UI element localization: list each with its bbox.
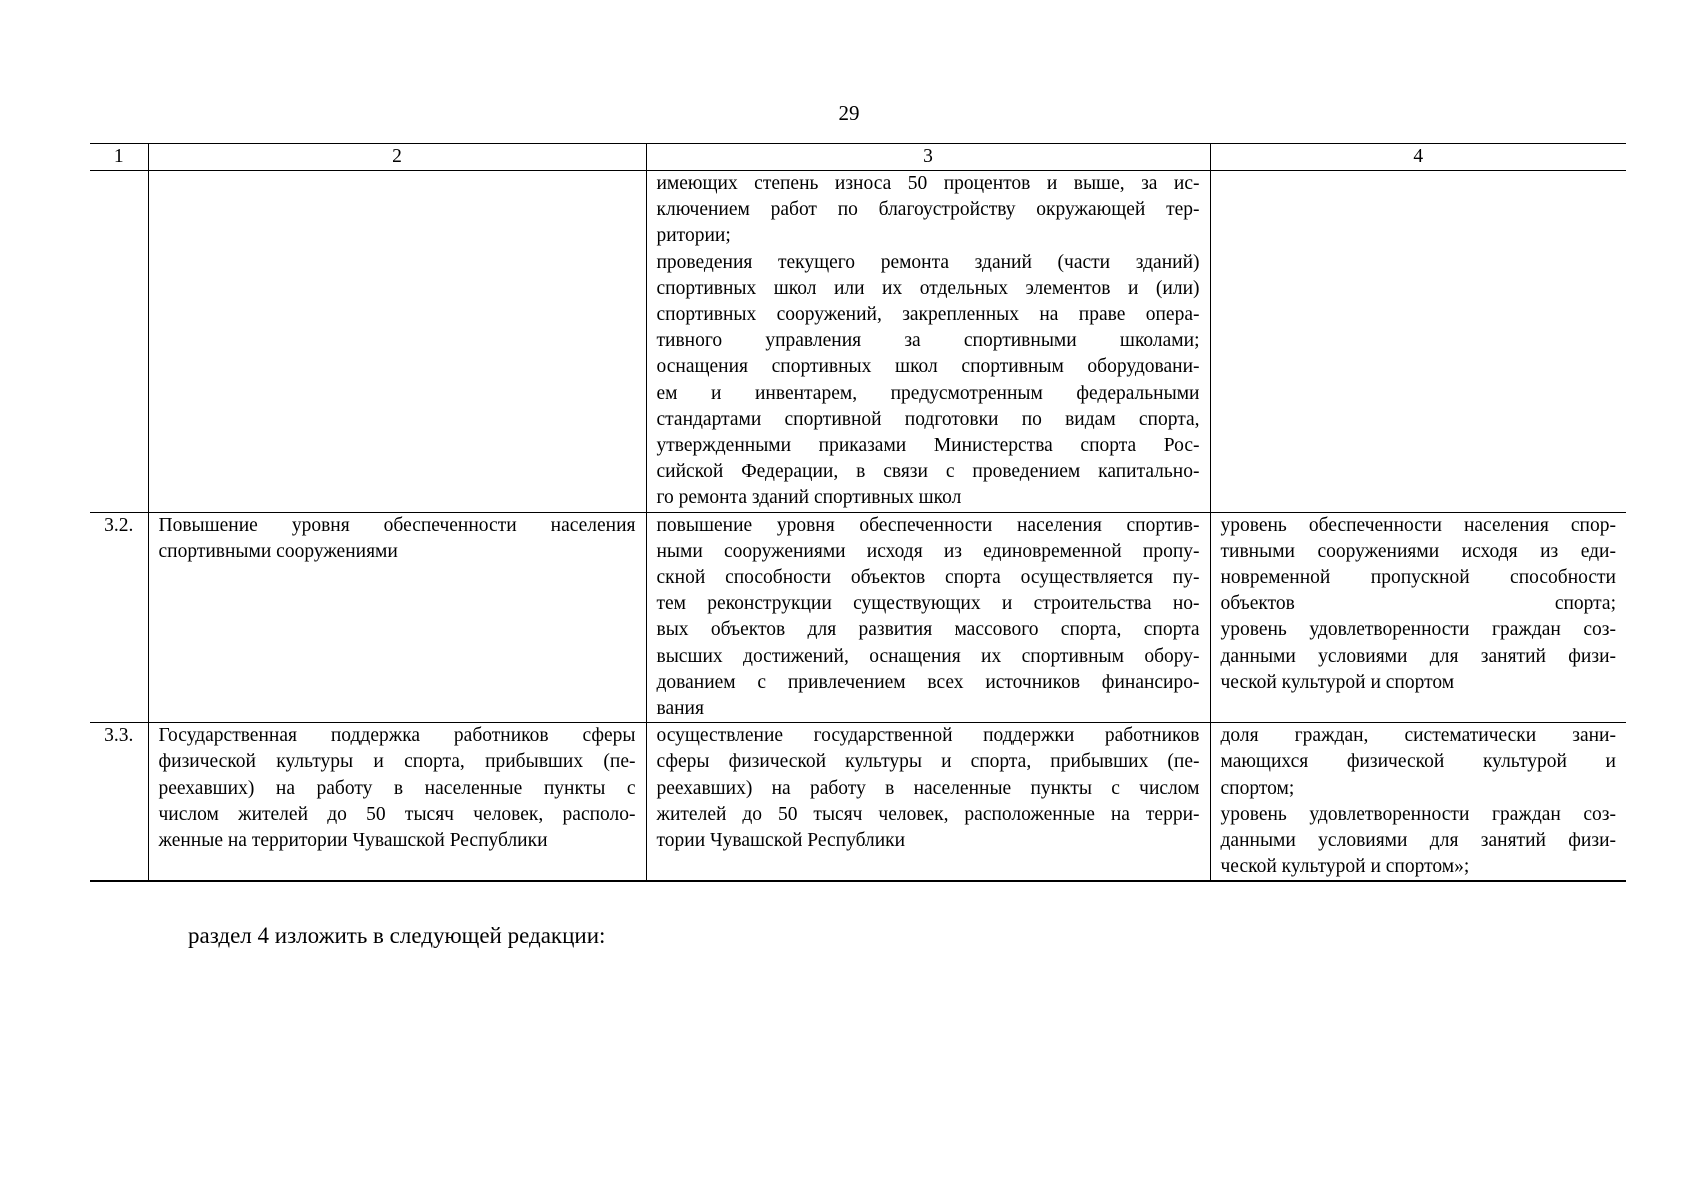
cell-line: спортивными сооружениями (158, 540, 398, 562)
cell-line: имеющих степень износа 50 процентов и выше, за ис- (656, 173, 1200, 194)
cell-line: уровень удовлетворенности граждан соз- (1220, 803, 1616, 825)
cell-line: жителей до 50 тысяч человек, расположенные на терри- (656, 803, 1200, 825)
task-cell (148, 723, 646, 882)
cell-line: оснащения спортивных школ спортивным оборудовани- (656, 356, 1200, 378)
cell-line: данными условиями для занятий физи- (1220, 645, 1616, 667)
cell-line: повышение уровня обеспеченности населения спортив- (656, 514, 1200, 536)
cell-line: ключением работ по благоустройству окружающей тер- (656, 199, 1200, 221)
cell-line: тивного управления за спортивными школами; (656, 330, 1200, 352)
table-row (90, 512, 1626, 723)
cell-line: реехавших) на работу в населенные пункты с числом (656, 777, 1200, 799)
indicators-cell (1210, 512, 1626, 723)
page-number: 29 (838, 101, 860, 125)
indicators-cell (1210, 171, 1626, 513)
cell-line: вых объектов для развития массового спорта, спорта (656, 619, 1200, 641)
cell-line: числом жителей до 50 тысяч человек, располо- (158, 803, 636, 825)
cell-line: спортивных школ или их отдельных элементов и (или) (656, 277, 1200, 299)
cell-line: Государственная поддержка работников сферы (158, 725, 636, 747)
cell-line: дованием с привлечением всех источников финансиро- (656, 671, 1200, 693)
indicators-cell (1210, 723, 1626, 882)
trailing-paragraph: раздел 4 изложить в следующей редакции: (188, 923, 606, 948)
description-cell (646, 723, 1210, 882)
cell-line: объектов спорта; (1220, 593, 1616, 615)
table-row (90, 723, 1626, 882)
row-number: 3.3. (90, 723, 148, 882)
cell-line: уровень обеспеченности населения спор- (1220, 514, 1616, 536)
cell-line: ческой культурой и спортом»; (1220, 856, 1470, 878)
task-cell (148, 171, 646, 513)
table-row (90, 171, 1626, 513)
cell-line: высших достижений, оснащения их спортивным обору- (656, 645, 1200, 667)
column-header: 1 (90, 144, 148, 171)
row-number (90, 171, 148, 513)
cell-line: тивными сооружениями исходя из еди- (1220, 540, 1616, 562)
task-cell (148, 512, 646, 723)
cell-line: сферы физической культуры и спорта, прибывших (пе- (656, 751, 1200, 773)
cell-line: спортом; (1220, 777, 1295, 799)
cell-line: реехавших) на работу в населенные пункты с (158, 777, 636, 799)
cell-line: доля граждан, систематически зани- (1220, 725, 1616, 747)
cell-line: сийской Федерации, в связи с проведением капитально- (656, 461, 1200, 483)
description-cell (646, 512, 1210, 723)
cell-line: го ремонта зданий спортивных школ (656, 487, 962, 509)
cell-line: осуществление государственной поддержки работников (656, 725, 1200, 747)
cell-line: ными сооружениями исходя из единовременной пропу- (656, 540, 1200, 562)
cell-line: ческой культурой и спортом (1220, 671, 1455, 693)
column-header: 3 (646, 144, 1210, 171)
program-table (90, 143, 1626, 882)
cell-line: проведения текущего ремонта зданий (части зданий) (656, 251, 1200, 273)
cell-line: физической культуры и спорта, прибывших (пе- (158, 751, 636, 773)
description-cell (646, 171, 1210, 513)
row-number: 3.2. (90, 512, 148, 723)
cell-line: мающихся физической культурой и (1220, 751, 1616, 773)
cell-line: новременной пропускной способности (1220, 567, 1616, 589)
cell-line: ритории; (656, 225, 731, 247)
cell-line: тории Чувашской Республики (656, 830, 906, 852)
cell-line: данными условиями для занятий физи- (1220, 830, 1616, 852)
column-header: 2 (148, 144, 646, 171)
cell-line: спортивных сооружений, закрепленных на праве опера- (656, 304, 1200, 326)
cell-line: скной способности объектов спорта осуществляется пу- (656, 567, 1200, 589)
cell-line: стандартами спортивной подготовки по видам спорта, (656, 408, 1200, 430)
cell-line: вания (656, 698, 704, 720)
table-header-row (90, 144, 1626, 171)
cell-line: Повышение уровня обеспеченности населения (158, 514, 636, 536)
cell-line: женные на территории Чувашской Республики (158, 830, 548, 852)
cell-line: уровень удовлетворенности граждан соз- (1220, 619, 1616, 641)
column-header: 4 (1210, 144, 1626, 171)
cell-line: тем реконструкции существующих и строительства но- (656, 593, 1200, 615)
cell-line: утвержденными приказами Министерства спорта Рос- (656, 435, 1200, 457)
cell-line: ем и инвентарем, предусмотренным федеральными (656, 382, 1200, 404)
